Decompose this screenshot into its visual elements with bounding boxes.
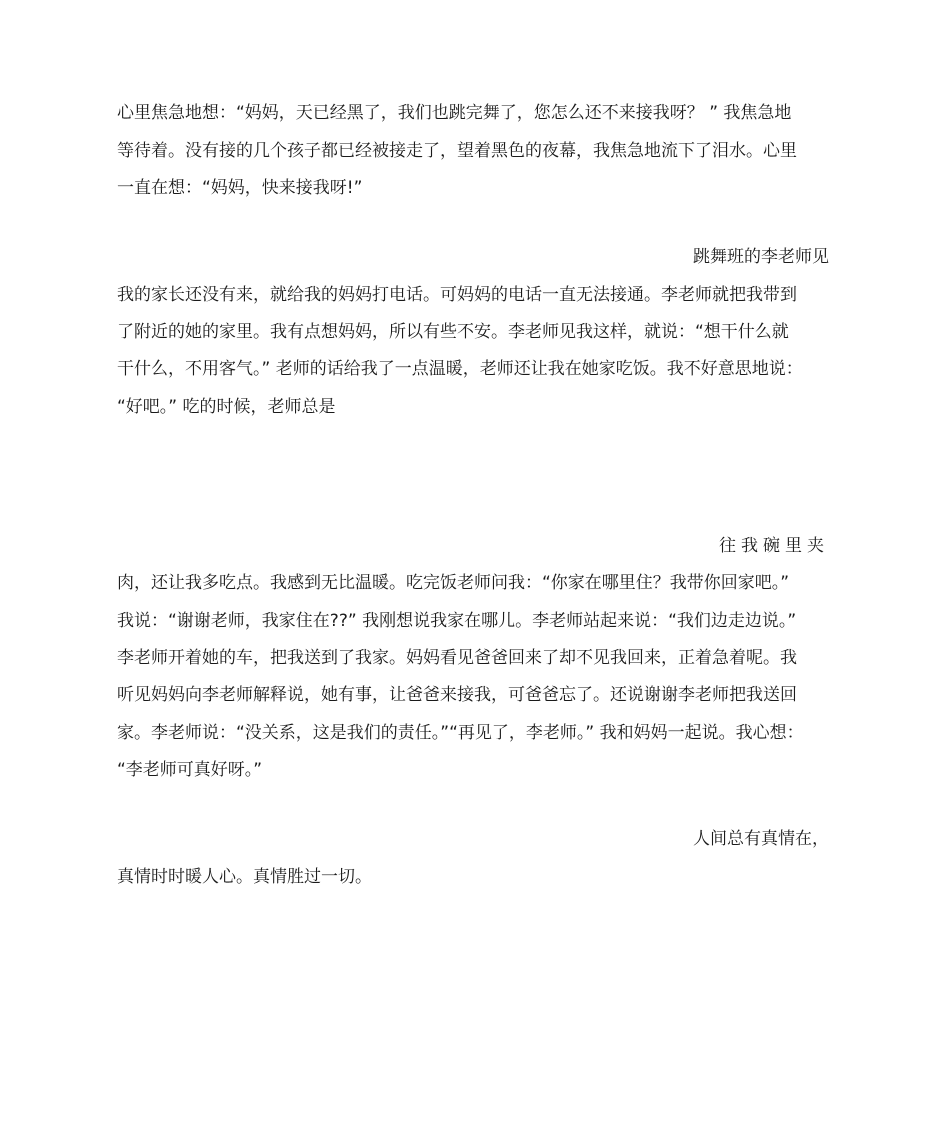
paragraph-4-right-line: 人间总有真情在， xyxy=(693,829,829,849)
paragraph-2-line-1: 我的家长还没有来，就给我的妈妈打电话。可妈妈的电话一直无法接通。李老师就把我带到 xyxy=(117,285,797,305)
paragraph-3-line-3: 李老师开着她的车，把我送到了我家。妈妈看见爸爸回来了却不见我回来，正着急着呢。我 xyxy=(117,648,797,668)
paragraph-1-line-1: 心里焦急地想：“妈妈，天已经黑了，我们也跳完舞了，您怎么还不来接我呀？ ” 我焦急地 xyxy=(117,103,792,123)
paragraph-2-line-4: “好吧。” 吃的时候，老师总是 xyxy=(117,397,336,417)
paragraph-3-line-4: 听见妈妈向李老师解释说，她有事，让爸爸来接我，可爸爸忘了。还说谢谢李老师把我送回 xyxy=(117,685,797,705)
paragraph-2-line-3: 干什么，不用客气。” 老师的话给我了一点温暖，老师还让我在她家吃饭。我不好意思地说： xyxy=(117,359,803,379)
paragraph-3-line-1: 肉，还让我多吃点。我感到无比温暖。吃完饭老师问我：“你家在哪里住？我带你回家吧。” xyxy=(117,573,790,593)
paragraph-2-line-2: 了附近的她的家里。我有点想妈妈，所以有些不安。李老师见我这样，就说：“想干什么就 xyxy=(117,322,789,342)
paragraph-3-line-5: 家。李老师说：“没关系，这是我们的责任。”“再见了，李老师。” 我和妈妈一起说。我心想： xyxy=(117,723,804,743)
paragraph-1-line-2: 等待着。没有接的几个孩子都已经被接走了，望着黑色的夜幕，我焦急地流下了泪水。心里 xyxy=(117,141,797,161)
paragraph-4-line-1: 真情时时暖人心。真情胜过一切。 xyxy=(117,867,372,887)
paragraph-3-right-line: 往我碗里夹 xyxy=(719,536,829,556)
paragraph-2-right-line: 跳舞班的李老师见 xyxy=(693,247,829,267)
paragraph-1-line-3: 一直在想：“妈妈，快来接我呀!” xyxy=(117,178,363,198)
paragraph-3-line-6: “李老师可真好呀。” xyxy=(117,760,263,780)
paragraph-3-line-2: 我说：“谢谢老师，我家住在??” 我刚想说我家在哪儿。李老师站起来说：“我们边走边说。” xyxy=(117,611,797,631)
